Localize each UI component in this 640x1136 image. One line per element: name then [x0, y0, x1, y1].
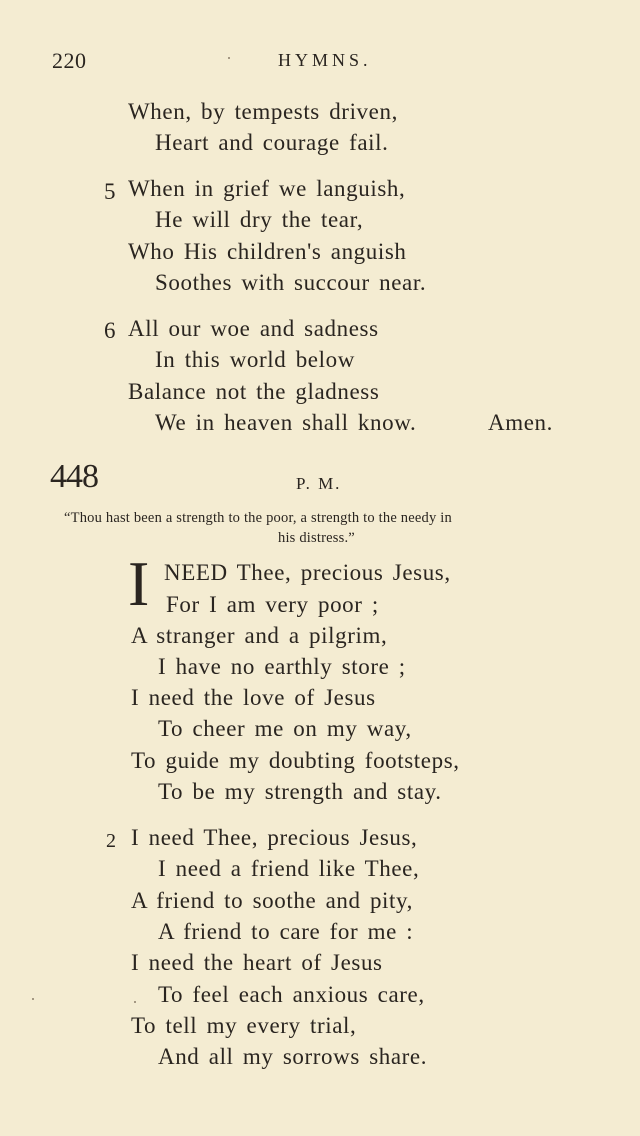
verse-line: A stranger and a pilgrim,: [131, 623, 388, 648]
verse-line: When in grief we languish,: [128, 176, 406, 201]
verse-line: I need Thee, precious Jesus,: [131, 825, 418, 850]
verse-line: I have no earthly store ;: [158, 654, 406, 679]
verse-line: NEED Thee, precious Jesus,: [164, 560, 451, 585]
epigraph-line: “Thou hast been a strength to the poor, a strength to the needy in: [64, 510, 452, 526]
verse-line: A friend to soothe and pity,: [131, 888, 413, 913]
verse-number: 2: [106, 830, 116, 852]
hymn-meter: P. M.: [296, 474, 342, 493]
page-number: 220: [52, 48, 87, 73]
verse-line: I need a friend like Thee,: [158, 856, 420, 881]
paper-speck: [32, 998, 34, 1000]
paper-speck: [134, 1001, 136, 1003]
verse-line: And all my sorrows share.: [158, 1044, 428, 1069]
verse-line: To cheer me on my way,: [158, 716, 412, 741]
verse-line: Soothes with succour near.: [155, 270, 427, 295]
verse-line: I need the heart of Jesus: [131, 950, 383, 975]
drop-cap: I: [128, 548, 150, 619]
running-head-title: HYMNS.: [278, 50, 372, 70]
verse-line: All our woe and sadness: [128, 316, 379, 341]
verse-line: We in heaven shall know.: [155, 410, 417, 435]
verse-line: I need the love of Jesus: [131, 685, 376, 710]
verse-line: When, by tempests driven,: [128, 99, 398, 124]
amen: Amen.: [488, 410, 553, 435]
verse-line: Who His children's anguish: [128, 239, 407, 264]
verse-line: To tell my every trial,: [131, 1013, 357, 1038]
paper-speck: [228, 57, 230, 59]
verse-line: He will dry the tear,: [155, 207, 364, 232]
verse-line: Heart and courage fail.: [155, 130, 389, 155]
epigraph-line: his distress.”: [278, 530, 355, 546]
hymn-number: 448: [50, 458, 98, 495]
verse-number: 5: [104, 179, 116, 204]
verse-line: In this world below: [155, 347, 355, 372]
verse-line: Balance not the gladness: [128, 379, 380, 404]
verse-line: To feel each anxious care,: [158, 982, 425, 1007]
verse-line: For I am very poor ;: [166, 592, 379, 617]
verse-line: To be my strength and stay.: [158, 779, 442, 804]
verse-number: 6: [104, 318, 116, 343]
verse-line: To guide my doubting footsteps,: [131, 748, 460, 773]
verse-line: A friend to care for me :: [158, 919, 414, 944]
